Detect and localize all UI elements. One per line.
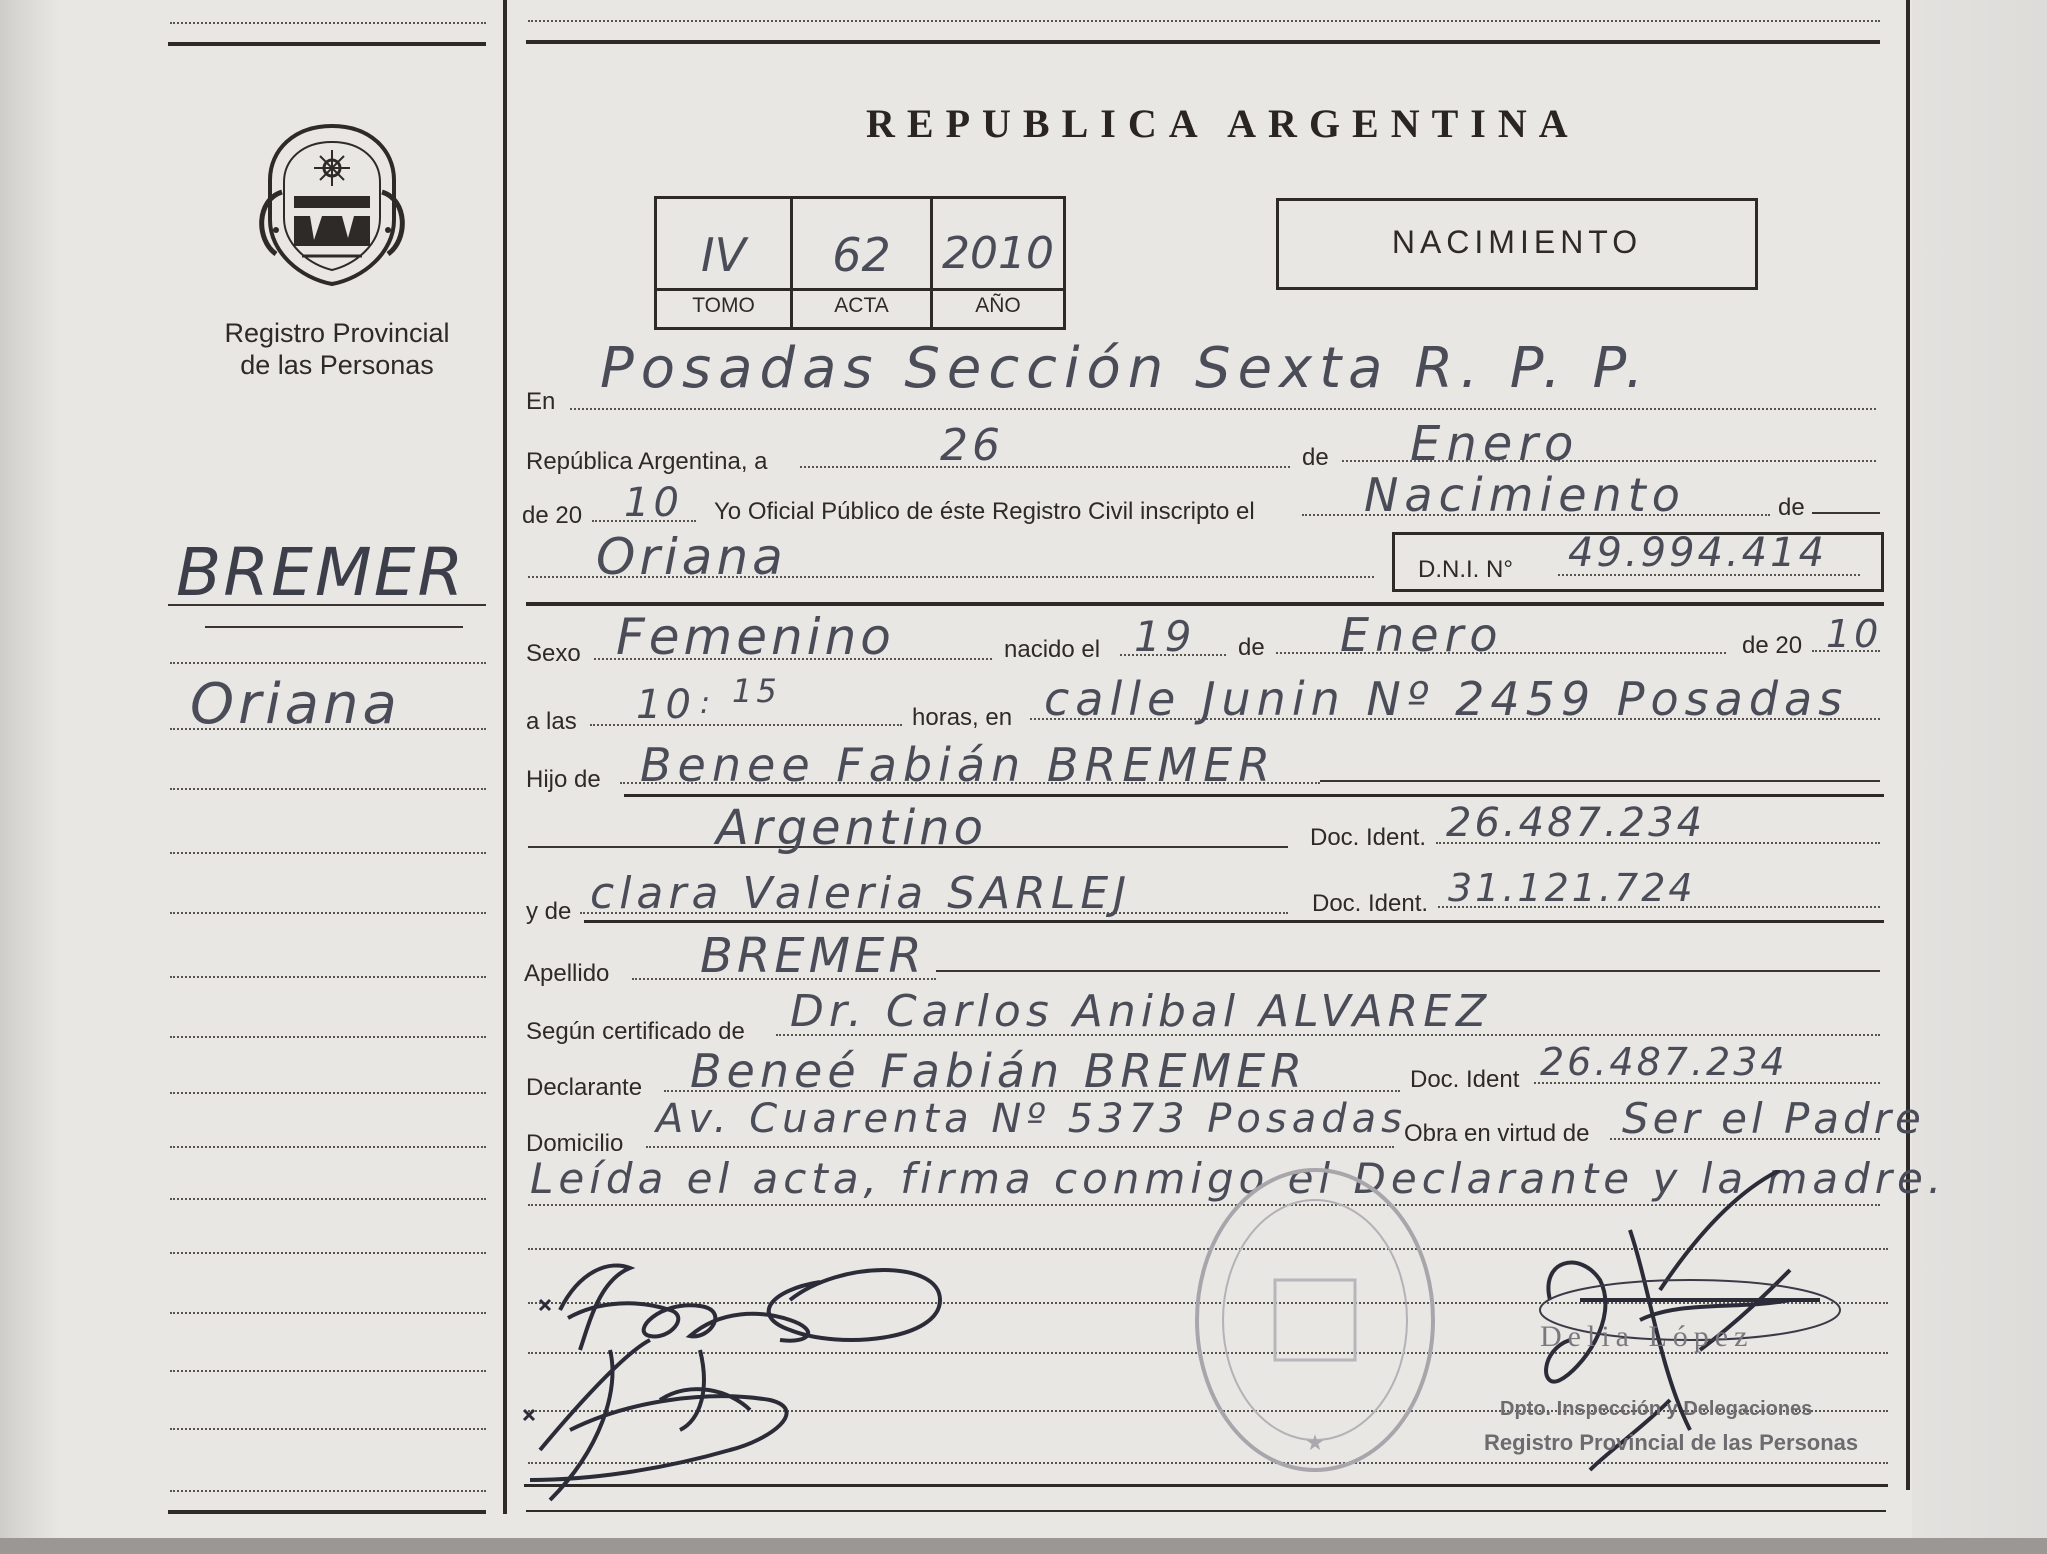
child-name: Oriana	[596, 528, 787, 586]
doc-ident-label-2: Doc. Ident.	[1312, 890, 1429, 917]
father-nationality: Argentino	[716, 800, 987, 856]
birth-day: 19	[1134, 612, 1196, 661]
mother-signature-icon	[510, 1330, 810, 1510]
column-divider	[503, 0, 507, 1514]
domicilio-label: Domicilio	[526, 1130, 624, 1157]
margin-dotted-line	[170, 1036, 486, 1038]
registry-name-line1: Registro Provincial	[224, 318, 450, 348]
father-name: Benee Fabián BREMER	[640, 738, 1277, 792]
apellido-value: BREMER	[700, 928, 926, 984]
father-doc: 26.487.234	[1446, 800, 1706, 846]
mother-doc: 31.121.724	[1448, 866, 1696, 910]
sexo-label: Sexo	[526, 640, 581, 667]
page-right-edge	[1912, 0, 2047, 1554]
time-colon: :	[700, 686, 712, 721]
page-binding-shadow	[0, 0, 60, 1554]
tomo-caption: TOMO	[692, 294, 755, 317]
section-rule	[526, 602, 1884, 606]
official-round-stamp-icon	[1190, 1160, 1440, 1480]
mother-name: clara Valeria SARLEJ	[590, 868, 1132, 919]
stamp-line-1: Dpto. Inspección y Delegaciones	[1500, 1398, 1813, 1420]
country-title: REPUBLICA ARGENTINA	[866, 101, 1580, 146]
margin-dotted-line	[170, 1146, 486, 1148]
main-right-border	[1906, 0, 1910, 1490]
margin-given-name: Oriana	[190, 672, 401, 737]
segun-label: Según certificado de	[526, 1018, 745, 1045]
margin-dotted-line	[170, 728, 486, 730]
margin-dotted-line	[170, 1490, 486, 1492]
margin-surname: BREMER	[176, 534, 466, 611]
stamp-line-2: Registro Provincial de las Personas	[1484, 1430, 1859, 1455]
de-label-2: de	[1778, 494, 1805, 521]
anio-caption: AÑO	[975, 294, 1021, 317]
margin-bottom-rule	[168, 1510, 486, 1514]
dni-label: D.N.I. N°	[1418, 556, 1513, 583]
father-line-solid	[1320, 780, 1880, 782]
margin-dotted-line	[170, 912, 486, 914]
nacido-label: nacido el	[1004, 636, 1101, 663]
hijo-label: Hijo de	[526, 766, 601, 793]
mother-rule	[584, 920, 1884, 923]
margin-dotted-line	[170, 1370, 486, 1372]
de20-label-2: de 20	[1742, 632, 1803, 659]
dni-value: 49.994.414	[1568, 530, 1828, 576]
anio-value: 2010	[942, 228, 1054, 279]
domicilio-line	[646, 1146, 1394, 1148]
margin-rule	[168, 604, 486, 606]
official-name: Delia López	[1540, 1320, 1754, 1353]
doc-ident-label: Doc. Ident.	[1310, 824, 1427, 851]
certificado-value: Dr. Carlos Anibal ALVAREZ	[790, 986, 1492, 1037]
margin-dotted-line	[170, 976, 486, 978]
day-line	[800, 466, 1290, 468]
apellido-line-solid	[936, 970, 1880, 972]
margin-dotted-line	[170, 1312, 486, 1314]
declarante-label: Declarante	[526, 1074, 643, 1101]
birth-minute: 15	[732, 672, 781, 710]
doc-ident-label-3: Doc. Ident	[1410, 1066, 1520, 1093]
record-box-divider	[654, 288, 1066, 291]
birth-month: Enero	[1340, 608, 1504, 662]
act-type-label: NACIMIENTO	[1391, 224, 1643, 260]
main-bottom-rule-2	[526, 1510, 1886, 1512]
de20-label: de 20	[522, 502, 583, 529]
inscripto-value: Nacimiento	[1364, 468, 1686, 522]
top-dotted-line	[528, 20, 1880, 22]
acta-value: 62	[832, 228, 891, 282]
father-rule	[624, 794, 1884, 797]
margin-rule	[205, 626, 463, 628]
margin-dotted-line	[170, 852, 486, 854]
declarante-value: Beneé Fabián BREMER	[690, 1044, 1308, 1098]
de-line	[1812, 512, 1880, 514]
domicilio-value: Av. Cuarenta Nº 5373 Posadas	[656, 1096, 1407, 1142]
margin-dotted-line	[170, 1252, 486, 1254]
margin-dotted-line	[170, 1092, 486, 1094]
margin-dotted-line	[170, 662, 486, 664]
de-label-3: de	[1238, 634, 1265, 661]
provincial-seal-icon	[252, 120, 412, 290]
margin-dotted-line	[170, 788, 486, 790]
birth-place: calle Junin Nº 2459 Posadas	[1044, 672, 1849, 726]
alas-label: a las	[526, 708, 577, 735]
registration-year-suffix: 10	[624, 480, 683, 526]
main-top-rule	[526, 40, 1880, 44]
svg-text:★: ★	[1305, 1430, 1325, 1455]
obra-label: Obra en virtud de	[1404, 1120, 1590, 1147]
en-value: Posadas Sección Sexta R. P. P.	[600, 336, 1651, 401]
registration-day: 26	[940, 420, 1004, 471]
obra-value: Ser el Padre	[1622, 1094, 1925, 1143]
page-bottom-edge	[0, 1538, 2047, 1554]
birth-hour: 10	[636, 682, 695, 728]
margin-top-rule	[168, 42, 486, 46]
birth-year-suffix: 10	[1826, 612, 1883, 656]
registration-month: Enero	[1410, 416, 1580, 472]
margin-dotted-line	[170, 22, 486, 24]
tomo-value: IV	[700, 228, 747, 282]
en-label: En	[526, 388, 556, 415]
registry-name-line2: de las Personas	[240, 350, 434, 380]
margin-dotted-line	[170, 1428, 486, 1430]
yde-label: y de	[526, 898, 572, 925]
closing-text: Leída el acta, firma conmigo el Declarante y la madre.	[530, 1154, 1947, 1203]
en-line	[570, 408, 1876, 410]
declarante-doc: 26.487.234	[1540, 1040, 1788, 1084]
margin-dotted-line	[170, 1198, 486, 1200]
apellido-label: Apellido	[524, 960, 610, 987]
de-label: de	[1302, 444, 1329, 471]
acta-caption: ACTA	[834, 294, 889, 317]
horas-label: horas, en	[912, 704, 1013, 731]
oficial-label: Yo Oficial Público de éste Registro Civil inscripto el	[714, 498, 1255, 525]
republica-label: República Argentina, a	[526, 448, 768, 475]
sexo-value: Femenino	[616, 608, 895, 666]
